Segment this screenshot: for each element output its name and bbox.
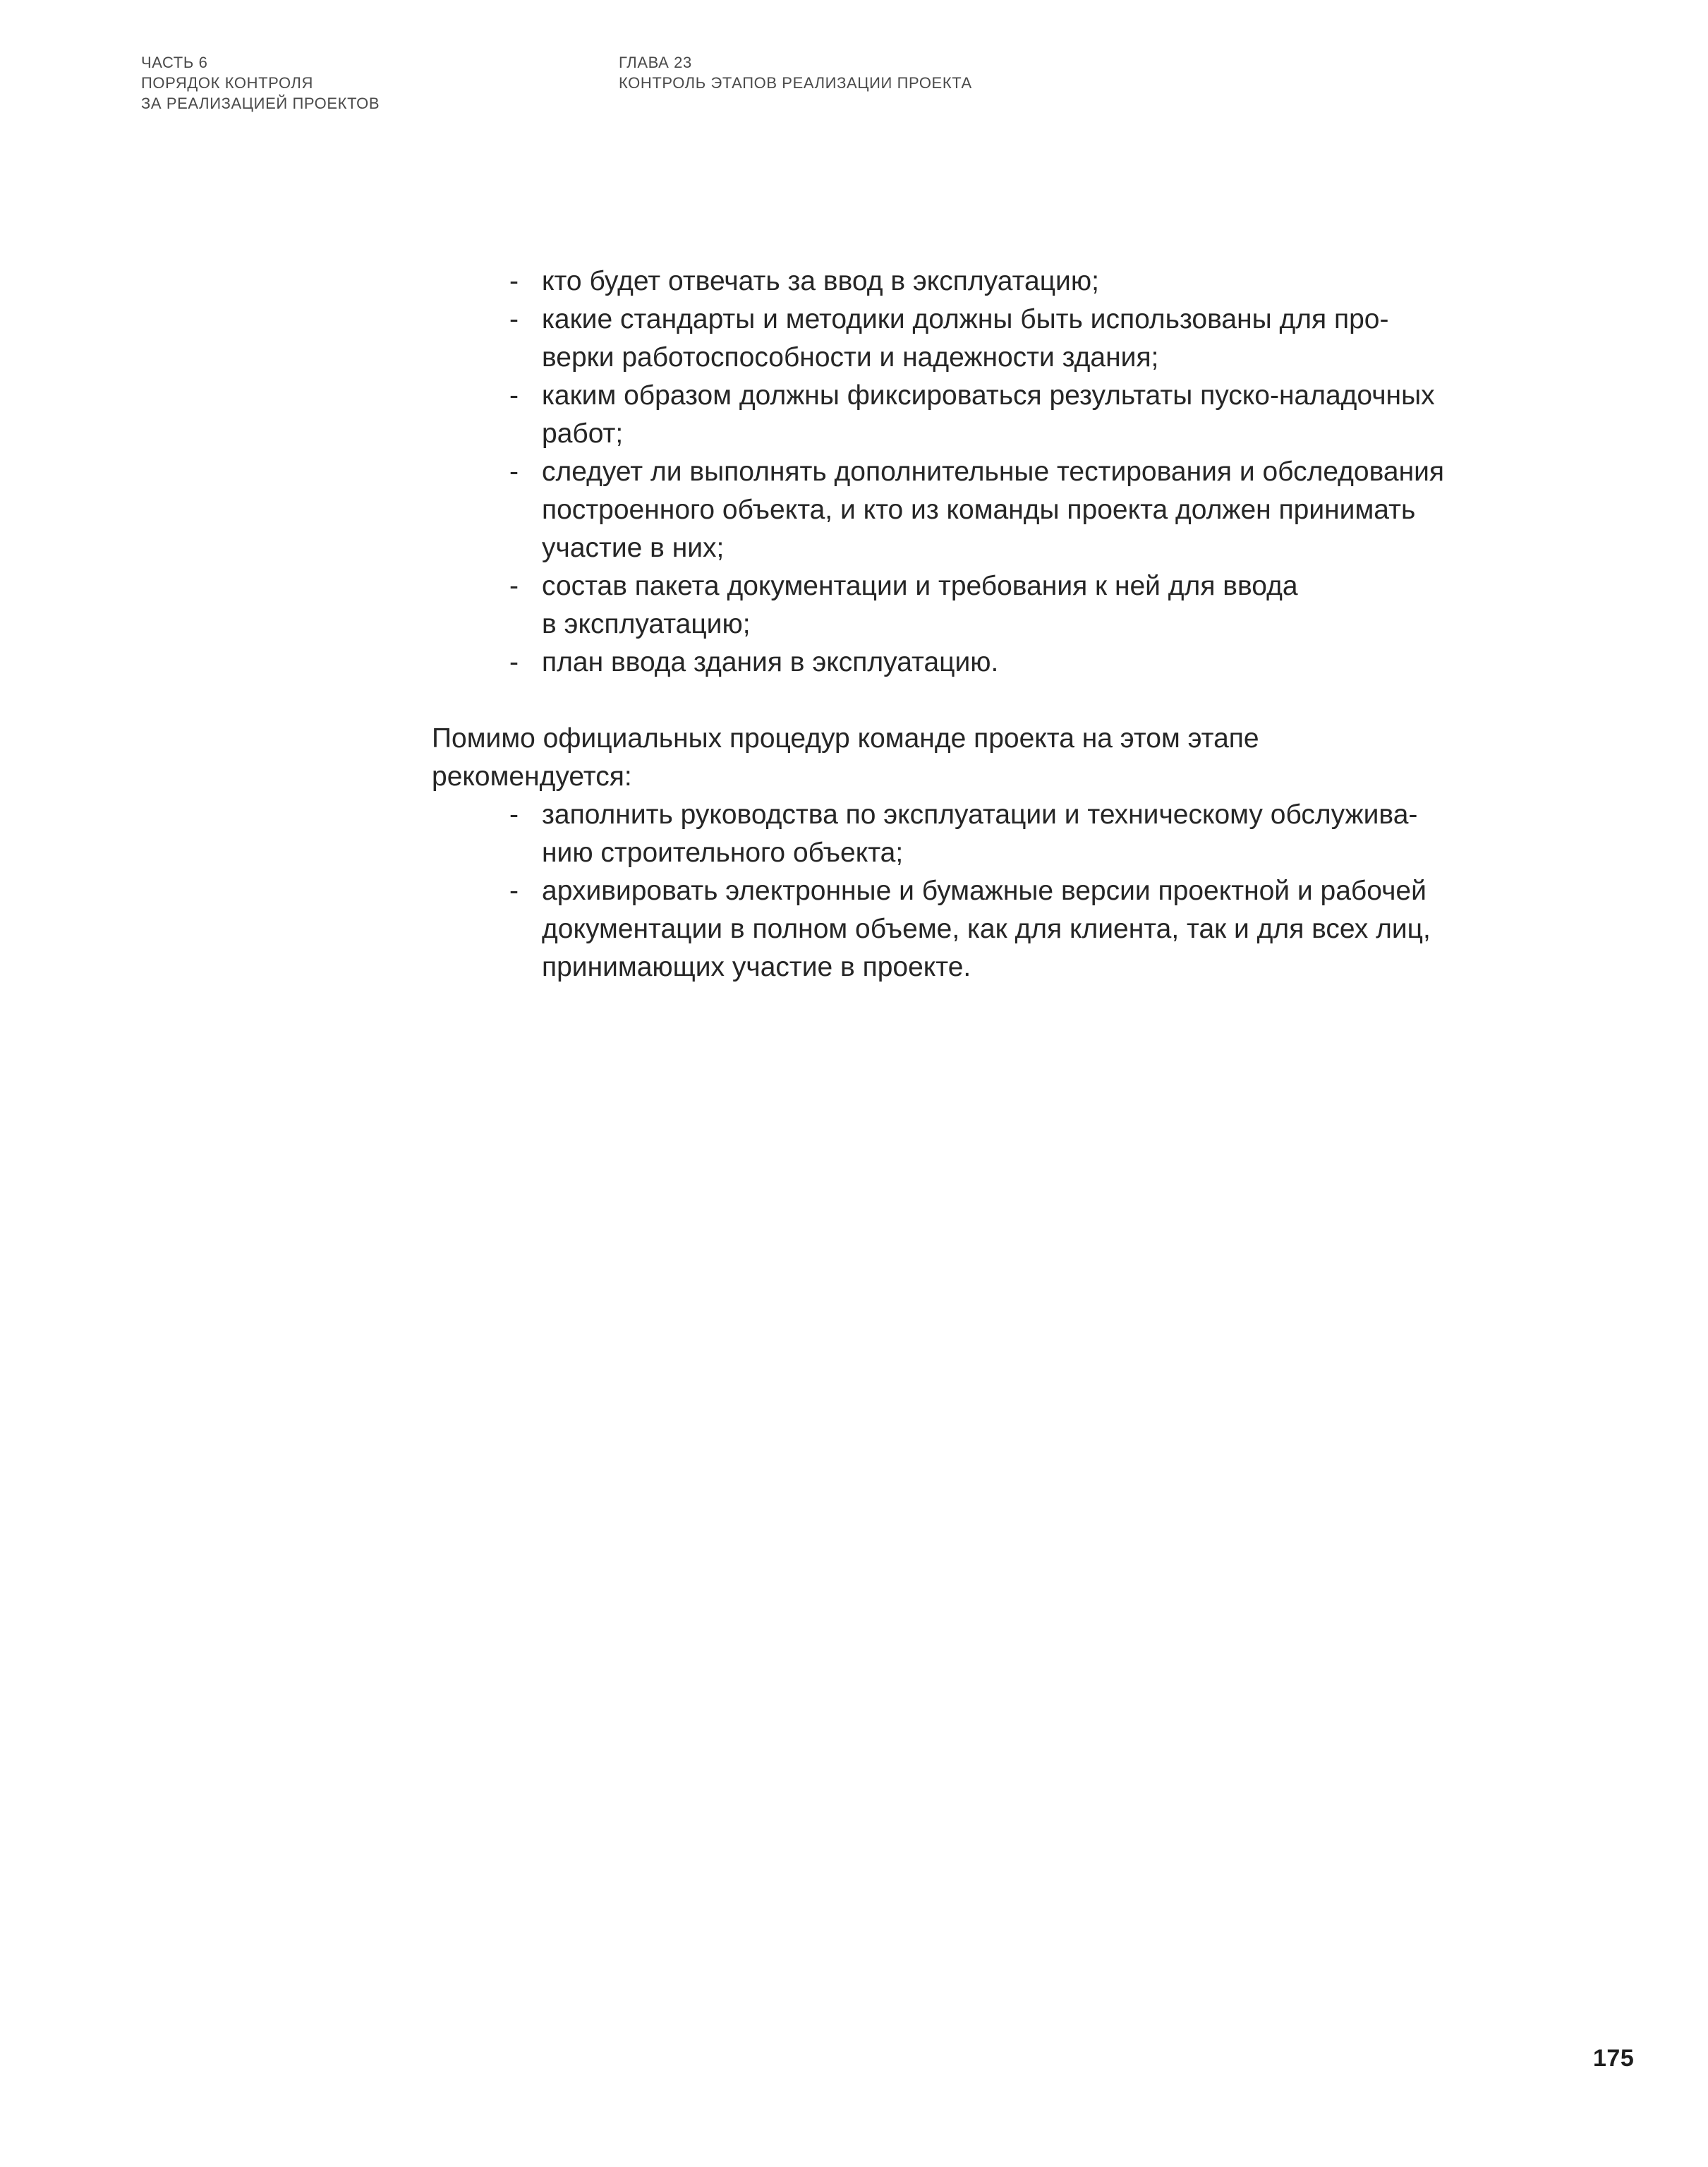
list-item bbox=[509, 262, 1532, 301]
list-item bbox=[509, 567, 1532, 644]
list-dash: - bbox=[509, 571, 519, 601]
list-item-line: верки работоспособности и надежности здания; bbox=[542, 342, 1159, 373]
list-item-line: участие в них; bbox=[542, 533, 725, 563]
list-item-line: кто будет отвечать за ввод в эксплуатацию; bbox=[542, 266, 1099, 296]
list-item-line: документации в полном объеме, как для клиента, так и для всех лиц, bbox=[542, 914, 1431, 944]
list-item bbox=[509, 453, 1532, 567]
list-dash: - bbox=[509, 799, 519, 830]
list-dash: - bbox=[509, 457, 519, 487]
body-paragraph bbox=[432, 720, 1532, 796]
list-item-line: нию строительного объекта; bbox=[542, 838, 904, 868]
list-item bbox=[509, 377, 1532, 453]
recommendations-list bbox=[432, 796, 1532, 986]
page-number: 175 bbox=[1593, 2045, 1635, 2072]
list-item-line: в эксплуатацию; bbox=[542, 609, 751, 639]
chapter-number: ГЛАВА 23 bbox=[619, 54, 692, 71]
list-item-line: принимающих участие в проекте. bbox=[542, 952, 971, 982]
list-dash: - bbox=[509, 876, 519, 906]
list-item bbox=[509, 872, 1532, 986]
list-item-line: каким образом должны фиксироваться результаты пуско-наладочных bbox=[542, 380, 1435, 411]
list-item bbox=[509, 796, 1532, 872]
list-dash: - bbox=[509, 380, 519, 411]
list-item-line: архивировать электронные и бумажные версии проектной и рабочей bbox=[542, 876, 1427, 906]
list-dash: - bbox=[509, 266, 519, 296]
list-item-line: заполнить руководства по эксплуатации и техническому обслужива- bbox=[542, 799, 1418, 830]
running-head-part bbox=[141, 52, 380, 114]
list-item-line: состав пакета документации и требования к ней для ввода bbox=[542, 571, 1298, 601]
paragraph-line: рекомендуется: bbox=[432, 761, 632, 792]
page-body bbox=[432, 262, 1532, 986]
list-item-line: какие стандарты и методики должны быть использованы для про- bbox=[542, 304, 1389, 334]
part-title-line-1: ПОРЯДОК КОНТРОЛЯ bbox=[141, 74, 313, 92]
list-item-line: работ; bbox=[542, 418, 624, 449]
list-dash: - bbox=[509, 304, 519, 334]
list-item bbox=[509, 301, 1532, 377]
list-dash: - bbox=[509, 647, 519, 677]
running-head-chapter bbox=[619, 52, 972, 93]
part-title-line-2: ЗА РЕАЛИЗАЦИЕЙ ПРОЕКТОВ bbox=[141, 95, 380, 112]
chapter-title: КОНТРОЛЬ ЭТАПОВ РЕАЛИЗАЦИИ ПРОЕКТА bbox=[619, 74, 972, 92]
list-item-line: план ввода здания в эксплуатацию. bbox=[542, 647, 999, 677]
commissioning-questions-list bbox=[432, 262, 1532, 682]
list-item-line: следует ли выполнять дополнительные тестирования и обследования bbox=[542, 457, 1445, 487]
list-item bbox=[509, 644, 1532, 682]
paragraph-line: Помимо официальных процедур команде проекта на этом этапе bbox=[432, 723, 1259, 754]
list-item-line: построенного объекта, и кто из команды проекта должен принимать bbox=[542, 495, 1416, 525]
part-number: ЧАСТЬ 6 bbox=[141, 54, 208, 71]
